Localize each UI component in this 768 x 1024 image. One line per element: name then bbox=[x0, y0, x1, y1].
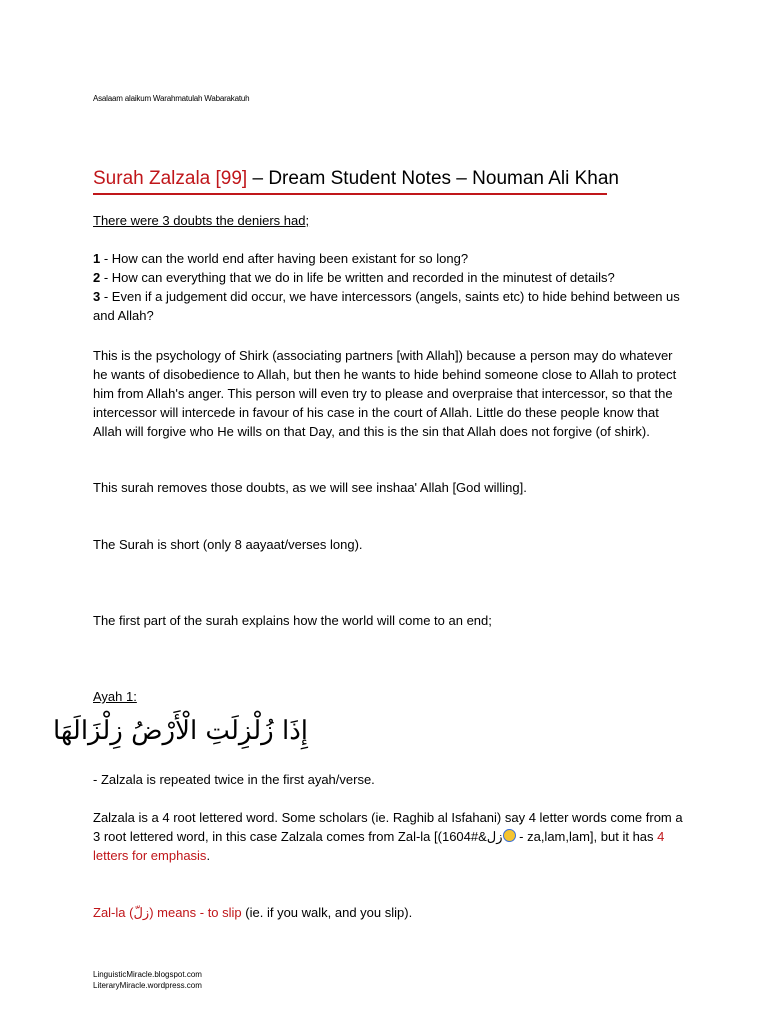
doubt-text: - How can everything that we do in life be written and recorded in the minutest of details? bbox=[100, 270, 615, 285]
surah-length-paragraph: The Surah is short (only 8 aayaat/verses long). bbox=[93, 537, 363, 552]
title-underline bbox=[93, 193, 607, 195]
greeting-line: Asalaam alaikum Warahmatulah Wabarakatuh bbox=[93, 94, 250, 103]
title-surah-name: Surah Zalzala [99] bbox=[93, 168, 248, 189]
doubts-heading: There were 3 doubts the deniers had; bbox=[93, 213, 310, 228]
root-paragraph bbox=[93, 808, 683, 865]
doubt-text: - Even if a judgement did occur, we have intercessors (angels, saints etc) to hide behind between us and Allah? bbox=[93, 289, 680, 323]
doubt-item bbox=[93, 249, 683, 268]
root-text-part3: . bbox=[206, 848, 211, 863]
doubt-item bbox=[93, 287, 683, 325]
footer bbox=[93, 969, 202, 991]
doubt-number: 3 bbox=[93, 289, 101, 304]
root-text-part1: Zalzala is a 4 root lettered word. Some scholars (ie. Raghib al Isfahani) say 4 letter words come from a 3 root lettered word, in this case Zalzala comes from Zal-la [(1604#& bbox=[93, 810, 683, 844]
footer-link-blogspot: LinguisticMiracle.blogspot.com bbox=[93, 970, 202, 979]
repeated-note: - Zalzala is repeated twice in the first ayah/verse. bbox=[93, 772, 375, 787]
root-arabic-letters: زل bbox=[486, 829, 503, 844]
doubt-number: 2 bbox=[93, 270, 101, 285]
root-text-part2: - za,lam,lam], but it has bbox=[515, 829, 658, 844]
page-title bbox=[93, 168, 619, 190]
meaning-rest-text: (ie. if you walk, and you slip). bbox=[241, 905, 413, 920]
meaning-red-text: Zal-la (زلّ) means - to slip bbox=[93, 905, 242, 920]
doubt-text: - How can the world end after having been existant for so long? bbox=[100, 251, 469, 266]
title-subtitle: – Dream Student Notes – Nouman Ali Khan bbox=[247, 168, 619, 189]
removes-doubts-paragraph: This surah removes those doubts, as we will see inshaa' Allah [God willing]. bbox=[93, 480, 527, 495]
ayah-arabic-text: إِذَا زُلْزِلَتِ الْأَرْضُ زِلْزَالَهَا bbox=[52, 716, 308, 746]
emphasis-text: 4 letters for emphasis bbox=[93, 829, 665, 863]
doubt-number: 1 bbox=[93, 251, 101, 266]
doubt-item bbox=[93, 268, 683, 287]
meaning-line bbox=[93, 903, 683, 922]
smiley-emoji-icon bbox=[503, 829, 516, 842]
first-part-paragraph: The first part of the surah explains how the world will come to an end; bbox=[93, 613, 492, 628]
doubts-list bbox=[93, 249, 683, 325]
ayah-heading: Ayah 1: bbox=[93, 689, 137, 704]
shirk-paragraph: This is the psychology of Shirk (associating partners [with Allah]) because a person may do whatever he wants of disobedience to Allah, but then he wants to hide behind someone close to Allah to protect him from Allah's anger. This person will even try to please and overpraise that intercessor, so that the intercessor will intercede in favour of his case in the court of Allah. Little do these people know that Allah will forgive who He wills on that Day, and this is the sin that Allah does not forgive (of shirk). bbox=[93, 348, 677, 439]
footer-link-wordpress: LiteraryMiracle.wordpress.com bbox=[93, 981, 202, 990]
